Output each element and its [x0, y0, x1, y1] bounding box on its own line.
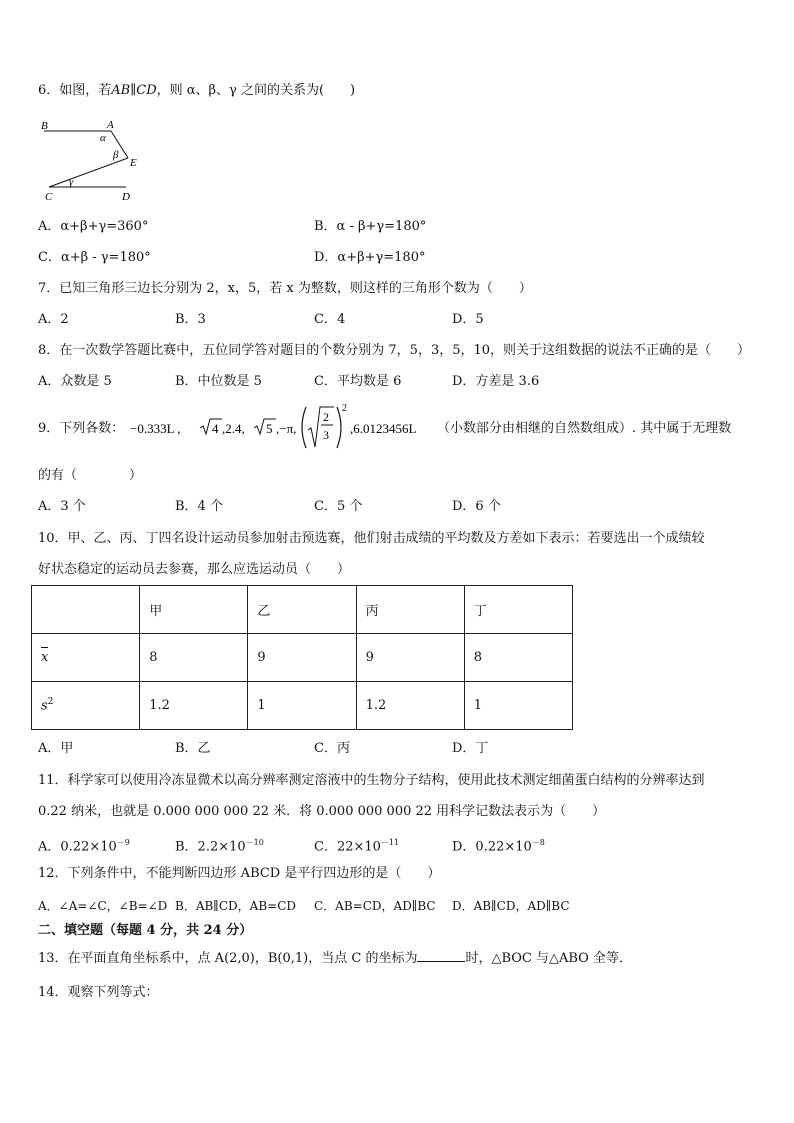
- mean-symbol: x: [41, 650, 49, 665]
- table-row-variance: [32, 682, 573, 730]
- table-cell: 8: [464, 634, 572, 682]
- q12-stem: 12．下列条件中，不能判断四边形 ABCD 是平行四边形的是（ ）: [38, 866, 441, 881]
- q12-option-b[interactable]: B．AB∥CD，AB=CD: [175, 899, 296, 913]
- label-a: A: [107, 119, 114, 131]
- variance-symbol: s: [41, 698, 48, 714]
- q9-prefix: 9．下列各数：: [38, 421, 125, 436]
- table-cell: 9: [248, 634, 356, 682]
- variance-exponent: 2: [47, 697, 54, 708]
- paren-left: [302, 407, 306, 448]
- table-header-cell: 丙: [356, 586, 464, 634]
- q11-option-b[interactable]: B．$2.2\times 10^{-10}$: [175, 838, 264, 855]
- table-header-row: [32, 586, 573, 634]
- sqrt5-radical: [254, 419, 276, 434]
- q13-answer-blank[interactable]: [417, 948, 465, 962]
- q6-option-c[interactable]: C．α+β - γ=180°: [38, 250, 151, 265]
- table-cell: 1: [248, 682, 356, 730]
- q10-option-c[interactable]: C．丙: [314, 741, 350, 756]
- q11-option-d[interactable]: D．$0.22\times 10^{-8}$: [452, 838, 545, 855]
- q9-tail: （小数部分由相继的自然数组成）. 其中属于无理数: [437, 421, 732, 436]
- q6-option-d[interactable]: D．α+β+γ=180°: [314, 250, 426, 265]
- q12-option-c[interactable]: C．AB=CD，AD∥BC: [314, 899, 436, 913]
- table-cell: 1: [464, 682, 572, 730]
- section-heading: 二、填空题（每题 4 分，共 24 分）: [38, 923, 253, 938]
- table-row-mean: [32, 634, 573, 682]
- q7-option-d[interactable]: D．5: [452, 312, 484, 327]
- q9-power: 2: [342, 403, 347, 414]
- q9-n4: ,6.0123456L: [350, 421, 417, 436]
- q7-option-a[interactable]: A．2: [38, 312, 69, 327]
- q8-option-c[interactable]: C．平均数是 6: [314, 374, 402, 389]
- q9-frac-den: 3: [323, 428, 329, 442]
- q9-frac-num: 2: [323, 410, 329, 424]
- q8-stem: 8．在一次数学答题比赛中，五位同学答对题目的个数分别为 7，5，3，5，10，则关于这组数据的说法不正确的是（ ）: [38, 343, 751, 358]
- q11-line2: 0.22 纳米，也就是 0.000 000 000 22 米．将 0.000 000 000 22 用科学记数法表示为（ ）: [38, 804, 606, 819]
- table-cell: 1.2: [140, 682, 248, 730]
- q12-option-a[interactable]: A．∠A=∠C，∠B=∠D: [38, 899, 168, 913]
- q10-option-a[interactable]: A．甲: [38, 741, 74, 756]
- q9-option-b[interactable]: B．4 个: [175, 499, 223, 514]
- paren-right: [337, 407, 341, 448]
- q9-n2: ,2.4,: [222, 421, 245, 436]
- q8-option-d[interactable]: D．方差是 3.6: [452, 374, 540, 389]
- q9-sqrt4-value: 4: [212, 421, 219, 436]
- q6-stem: 6．如图，若AB∥CD，则 α、β、γ 之间的关系为( ): [38, 83, 356, 98]
- frac-radical: [308, 407, 334, 447]
- q10-line1: 10．甲、乙、丙、丁四名设计运动员参加射击预选赛，他们射击成绩的平均数及方差如下表示：若要选出一个成绩较: [38, 531, 705, 546]
- q6-cd: CD: [136, 83, 157, 98]
- q7-option-c[interactable]: C．4: [314, 312, 346, 327]
- table-header-cell: 甲: [140, 586, 248, 634]
- q11-option-a[interactable]: A．$0.22\times 10^{-9}$: [38, 838, 130, 855]
- mean-label-cell: [32, 634, 140, 682]
- q12-option-d[interactable]: D．AB∥CD，AD∥BC: [452, 899, 570, 913]
- q9-n3: ,−π,: [276, 421, 297, 436]
- q9-option-a[interactable]: A．3 个: [38, 499, 86, 514]
- q6-figure: [36, 114, 146, 204]
- q8-option-a[interactable]: A．众数是 5: [38, 374, 112, 389]
- label-c: C: [45, 191, 53, 203]
- q9-option-d[interactable]: D．6 个: [452, 499, 501, 514]
- label-beta: β: [113, 149, 119, 161]
- q9-formula: [130, 403, 440, 453]
- variance-label-cell: [32, 682, 140, 730]
- q9-line2: 的有（ ）: [38, 468, 143, 483]
- table-cell-corner: [32, 586, 140, 634]
- q13-stem: 13．在平面直角坐标系中，点 A(2,0)，B(0,1)，当点 C 的坐标为 时，△BOC 与△ABO 全等．: [38, 948, 632, 968]
- q14-stem: 14．观察下列等式：: [38, 985, 159, 1000]
- label-gamma: γ: [69, 176, 74, 188]
- label-alpha: α: [100, 132, 106, 144]
- q11-line1: 11．科学家可以使用冷冻显微术以高分辨率测定溶液中的生物分子结构，使用此技术测定细菌蛋白结构的分辨率达到: [38, 773, 705, 788]
- label-e: E: [130, 157, 137, 169]
- table-cell: 8: [140, 634, 248, 682]
- q9-sqrt5-value: 5: [266, 421, 273, 436]
- q6-option-a[interactable]: A．α+β+γ=360°: [38, 219, 149, 234]
- stats-table: [31, 585, 573, 730]
- q10-line2: 好状态稳定的运动员去参赛，那么应选运动员（ ）: [38, 562, 351, 577]
- q7-stem: 7．已知三角形三边长分别为 2，x，5，若 x 为整数，则这样的三角形个数为（ ）: [38, 281, 532, 296]
- table-header-cell: 乙: [248, 586, 356, 634]
- q9-option-c[interactable]: C．5 个: [314, 499, 363, 514]
- table-cell: 1.2: [356, 682, 464, 730]
- q10-option-d[interactable]: D．丁: [452, 741, 489, 756]
- q9-n1: −0.333L ,: [130, 421, 181, 436]
- q6-option-b[interactable]: B．α - β+γ=180°: [314, 219, 427, 234]
- q6-ab: AB: [111, 83, 131, 98]
- label-d: D: [122, 191, 130, 203]
- q11-option-c[interactable]: C．$22\times 10^{-11}$: [314, 838, 400, 855]
- q8-option-b[interactable]: B．中位数是 5: [175, 374, 262, 389]
- q7-option-b[interactable]: B．3: [175, 312, 206, 327]
- table-header-cell: 丁: [464, 586, 572, 634]
- label-b: B: [41, 120, 48, 132]
- table-cell: 9: [356, 634, 464, 682]
- line-ec: [49, 158, 128, 187]
- sqrt4-radical: [200, 419, 222, 434]
- q10-option-b[interactable]: B．乙: [175, 741, 211, 756]
